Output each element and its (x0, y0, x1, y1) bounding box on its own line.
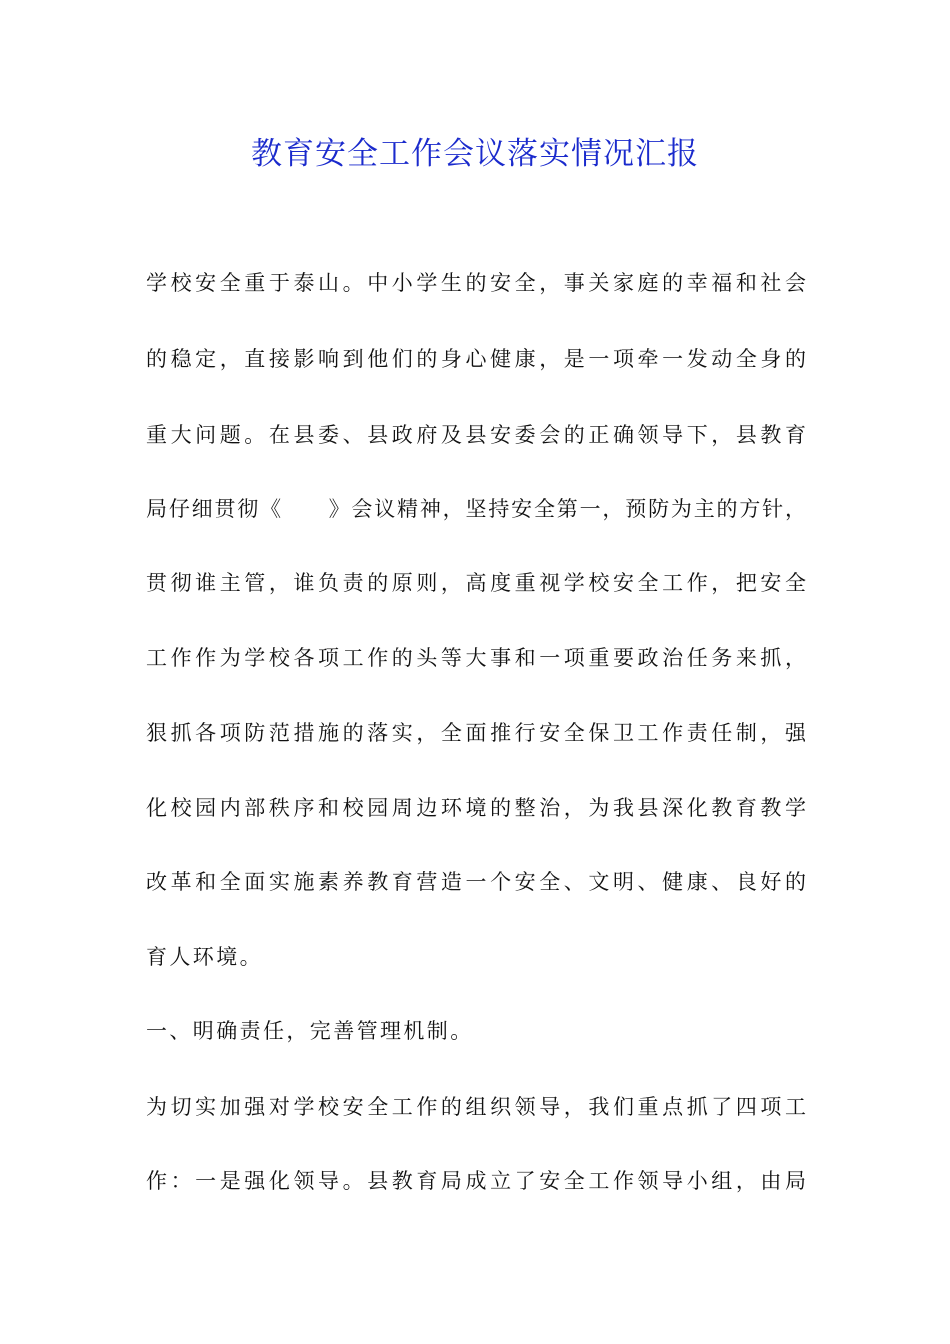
body-line: 学校安全重于泰山。中小学生的安全，事关家庭的幸福和社会 (146, 271, 806, 295)
document-title: 教育安全工作会议落实情况汇报 (251, 136, 699, 172)
body-line: 贯彻谁主管，谁负责的原则，高度重视学校安全工作，把安全 (146, 571, 806, 595)
body-line: 作：一是强化领导。县教育局成立了安全工作领导小组，由局 (146, 1169, 806, 1193)
section-heading: 一、明确责任，完善管理机制。 (146, 1019, 474, 1043)
body-line: 狠抓各项防范措施的落实，全面推行安全保卫工作责任制，强 (146, 721, 806, 745)
body-line: 工作作为学校各项工作的头等大事和一项重要政治任务来抓， (146, 646, 806, 670)
body-line: 育人环境。 (146, 945, 263, 969)
body-line: 局仔细贯彻《 》会议精神，坚持安全第一，预防为主的方针， (146, 497, 806, 521)
body-line: 为切实加强对学校安全工作的组织领导，我们重点抓了四项工 (146, 1095, 806, 1119)
body-line: 化校园内部秩序和校园周边环境的整治，为我县深化教育教学 (146, 796, 806, 820)
body-line: 的稳定，直接影响到他们的身心健康，是一项牵一发动全身的 (146, 347, 806, 371)
body-line: 重大问题。在县委、县政府及县安委会的正确领导下，县教育 (146, 423, 806, 447)
body-line: 改革和全面实施素养教育营造一个安全、文明、健康、良好的 (146, 870, 806, 894)
